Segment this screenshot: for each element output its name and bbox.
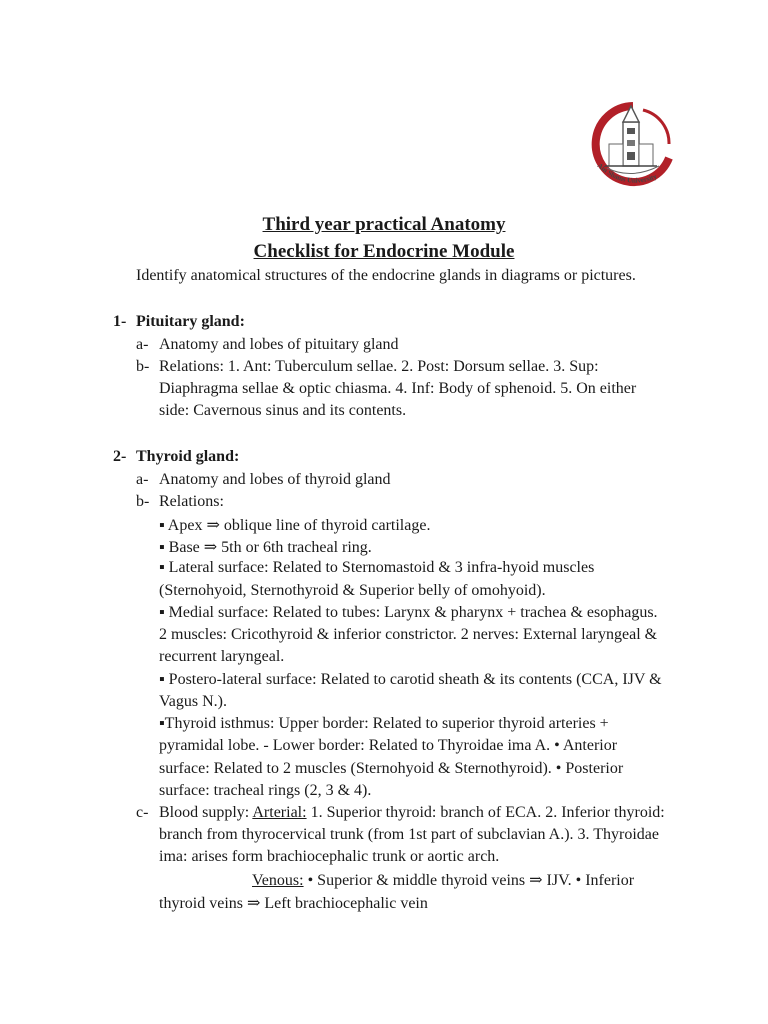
text-line: recurrent laryngeal. bbox=[159, 648, 285, 665]
list-marker: a- bbox=[136, 336, 149, 353]
text-line: ima: arises form brachiocephalic trunk or aortic arch. bbox=[159, 848, 500, 865]
list-marker: b- bbox=[136, 493, 150, 510]
list-marker: a- bbox=[136, 471, 149, 488]
page-title: Third year practical Anatomy bbox=[262, 214, 506, 235]
section-heading: Thyroid gland: bbox=[136, 448, 240, 465]
arterial-text: 1. Superior thyroid: branch of ECA. 2. Inferior thyroid: bbox=[306, 804, 665, 821]
section-number: 2- bbox=[113, 448, 127, 465]
list-item: Relations: bbox=[159, 493, 224, 510]
text-line: ▪ Medial surface: Related to tubes: Larynx & pharynx + trachea & esophagus. bbox=[159, 604, 658, 621]
section-number: 1- bbox=[113, 313, 127, 330]
text-line: ▪ Postero-lateral surface: Related to carotid sheath & its contents (CCA, IJV & bbox=[159, 671, 662, 688]
blood-supply-line bbox=[159, 804, 665, 822]
arterial-label: Arterial: bbox=[252, 804, 307, 821]
blood-supply-prefix: Blood supply: bbox=[159, 804, 253, 821]
text-line: Diaphragma sellae & optic chiasma. 4. Inf: Body of sphenoid. 5. On either bbox=[159, 380, 637, 397]
text-line: (Sternohyoid, Sternothyroid & Superior belly of omohyoid). bbox=[159, 582, 546, 599]
list-marker: c- bbox=[136, 804, 149, 821]
university-logo-icon bbox=[585, 100, 677, 192]
text-line: ▪Thyroid isthmus: Upper border: Related to superior thyroid arteries + bbox=[159, 715, 609, 732]
text-line: 2 muscles: Cricothyroid & inferior constrictor. 2 nerves: External laryngeal & bbox=[159, 626, 658, 643]
text-line: side: Cavernous sinus and its contents. bbox=[159, 402, 407, 419]
text-line: ▪ Apex ⇒ oblique line of thyroid cartilage. bbox=[159, 517, 431, 534]
venous-label: Venous: bbox=[252, 872, 304, 889]
list-item: Anatomy and lobes of pituitary gland bbox=[159, 336, 399, 353]
section-heading: Pituitary gland: bbox=[136, 313, 245, 330]
text-line: surface: tracheal rings (2, 3 & 4). bbox=[159, 782, 372, 799]
logo-text: Ain Shams University bbox=[595, 161, 659, 185]
list-marker: b- bbox=[136, 358, 150, 375]
page-subtitle: Checklist for Endocrine Module bbox=[253, 241, 515, 262]
text-line: ▪ Base ⇒ 5th or 6th tracheal ring. bbox=[159, 539, 372, 556]
text-line: pyramidal lobe. - Lower border: Related to Thyroidae ima A. • Anterior bbox=[159, 737, 618, 754]
intro-text: Identify anatomical structures of the endocrine glands in diagrams or pictures. bbox=[136, 267, 636, 284]
text-line: Vagus N.). bbox=[159, 693, 227, 710]
text-line: thyroid veins ⇒ Left brachiocephalic vein bbox=[159, 895, 428, 912]
text-line: surface: Related to 2 muscles (Sternohyoid & Sternothyroid). • Posterior bbox=[159, 760, 624, 777]
list-item: Anatomy and lobes of thyroid gland bbox=[159, 471, 391, 488]
text-line: branch from thyrocervical trunk (from 1st part of subclavian A.). 3. Thyroidae bbox=[159, 826, 659, 843]
text-line: Relations: 1. Ant: Tuberculum sellae. 2. Post: Dorsum sellae. 3. Sup: bbox=[159, 358, 599, 375]
text-line: ▪ Lateral surface: Related to Sternomastoid & 3 infra-hyoid muscles bbox=[159, 559, 595, 576]
venous-text: • Superior & middle thyroid veins ⇒ IJV. • Inferior bbox=[303, 872, 635, 889]
venous-line bbox=[252, 870, 634, 890]
